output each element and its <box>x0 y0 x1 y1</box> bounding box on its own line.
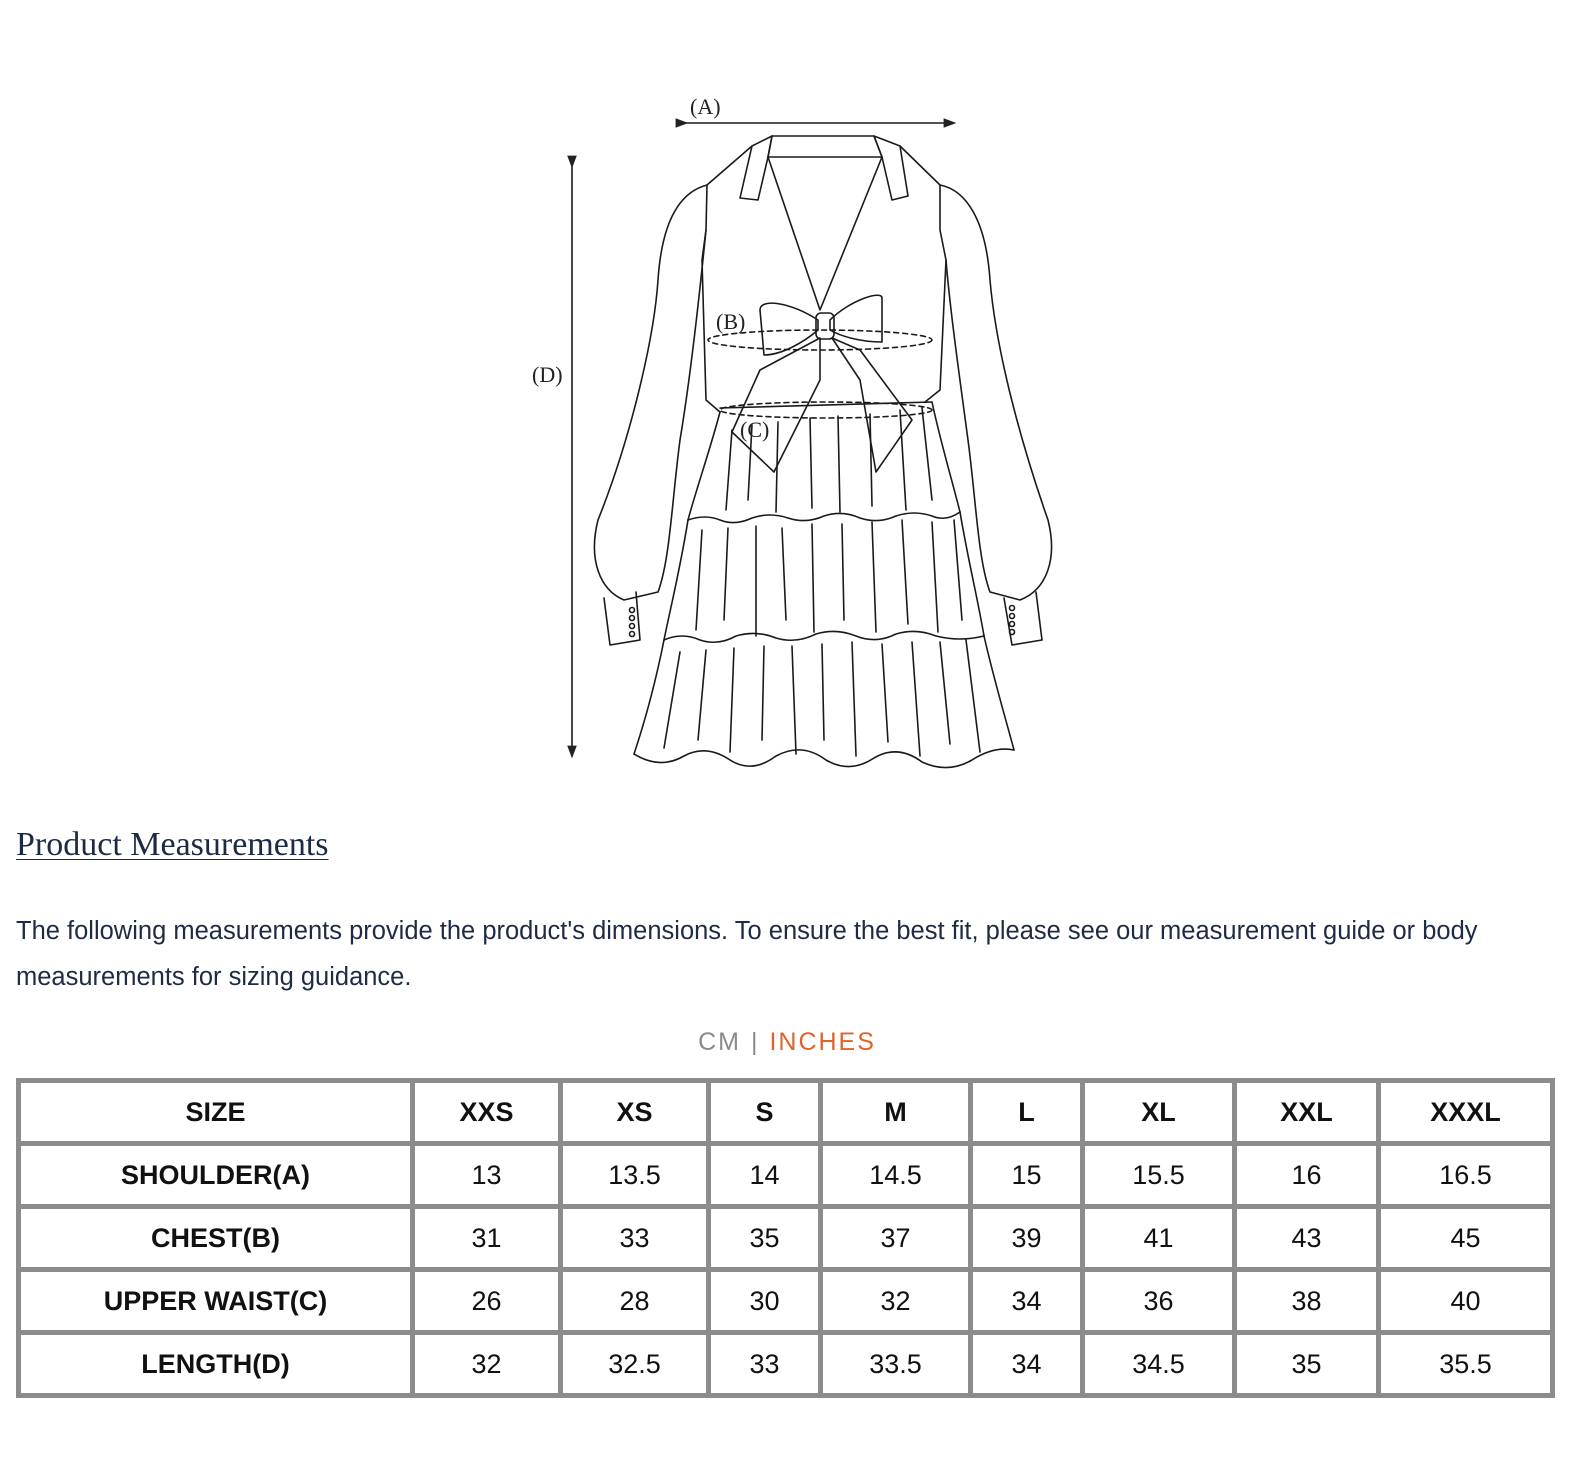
table-cell: 32.5 <box>561 1333 709 1396</box>
size-col-header: XXS <box>413 1081 561 1144</box>
table-cell: 36 <box>1083 1270 1235 1333</box>
size-col-header: XS <box>561 1081 709 1144</box>
table-cell: 14.5 <box>821 1144 971 1207</box>
table-row <box>19 1333 1553 1396</box>
size-col-header: XL <box>1083 1081 1235 1144</box>
dress-measurement-diagram <box>520 80 1080 780</box>
table-row <box>19 1144 1553 1207</box>
table-cell: 34 <box>971 1270 1083 1333</box>
table-cell: 35 <box>709 1207 821 1270</box>
table-cell: 33 <box>709 1333 821 1396</box>
table-cell: 30 <box>709 1270 821 1333</box>
table-cell: 31 <box>413 1207 561 1270</box>
table-cell: 33 <box>561 1207 709 1270</box>
row-label: UPPER WAIST(C) <box>19 1270 413 1333</box>
table-cell: 32 <box>821 1270 971 1333</box>
unit-separator: | <box>750 1028 760 1056</box>
table-cell: 37 <box>821 1207 971 1270</box>
size-chart-table <box>16 1078 1555 1398</box>
table-cell: 38 <box>1235 1270 1379 1333</box>
table-cell: 40 <box>1379 1270 1553 1333</box>
table-cell: 32 <box>413 1333 561 1396</box>
table-cell: 43 <box>1235 1207 1379 1270</box>
table-cell: 39 <box>971 1207 1083 1270</box>
dress-bodice <box>702 146 946 412</box>
size-col-header: L <box>971 1081 1083 1144</box>
size-col-header: XXL <box>1235 1081 1379 1144</box>
right-sleeve <box>940 185 1052 600</box>
table-header-row <box>19 1081 1553 1144</box>
dress-illustration <box>520 80 1080 780</box>
table-cell: 13 <box>413 1144 561 1207</box>
table-cell: 15.5 <box>1083 1144 1235 1207</box>
table-cell: 35.5 <box>1379 1333 1553 1396</box>
row-label: CHEST(B) <box>19 1207 413 1270</box>
measurements-description: The following measurements provide the product's dimensions. To ensure the best fit, please see our measurement guide or body measurements for sizing guidance. <box>16 917 1478 991</box>
table-cell: 34 <box>971 1333 1083 1396</box>
diagram-label-a: (A) <box>690 94 721 119</box>
bow-right-loop <box>830 295 882 342</box>
diagram-label-b: (B) <box>716 309 746 334</box>
unit-inches-option[interactable]: INCHES <box>769 1028 876 1056</box>
table-cell: 15 <box>971 1144 1083 1207</box>
diagram-label-d: (D) <box>532 362 563 387</box>
table-cell: 33.5 <box>821 1333 971 1396</box>
table-cell: 14 <box>709 1144 821 1207</box>
size-col-header: S <box>709 1081 821 1144</box>
size-col-header: M <box>821 1081 971 1144</box>
diagram-label-c: (C) <box>740 417 770 442</box>
table-cell: 16.5 <box>1379 1144 1553 1207</box>
bow-left-loop <box>760 303 818 355</box>
table-cell: 34.5 <box>1083 1333 1235 1396</box>
dress-collar <box>768 136 882 157</box>
table-row <box>19 1270 1553 1333</box>
skirt-tier-1 <box>688 402 960 520</box>
table-cell: 41 <box>1083 1207 1235 1270</box>
table-cell: 13.5 <box>561 1144 709 1207</box>
row-label: LENGTH(D) <box>19 1333 413 1396</box>
table-cell: 26 <box>413 1270 561 1333</box>
unit-cm-option[interactable]: CM <box>698 1028 741 1056</box>
table-cell: 45 <box>1379 1207 1553 1270</box>
skirt-tier-2 <box>664 512 984 640</box>
table-cell: 28 <box>561 1270 709 1333</box>
row-label: SHOULDER(A) <box>19 1144 413 1207</box>
size-header: SIZE <box>19 1081 413 1144</box>
table-cell: 35 <box>1235 1333 1379 1396</box>
table-cell: 16 <box>1235 1144 1379 1207</box>
unit-toggle <box>0 1028 1574 1057</box>
left-sleeve <box>594 185 707 600</box>
table-row <box>19 1207 1553 1270</box>
right-cuff <box>1004 592 1042 645</box>
section-title: Product Measurements <box>16 826 329 863</box>
size-col-header: XXXL <box>1379 1081 1553 1144</box>
